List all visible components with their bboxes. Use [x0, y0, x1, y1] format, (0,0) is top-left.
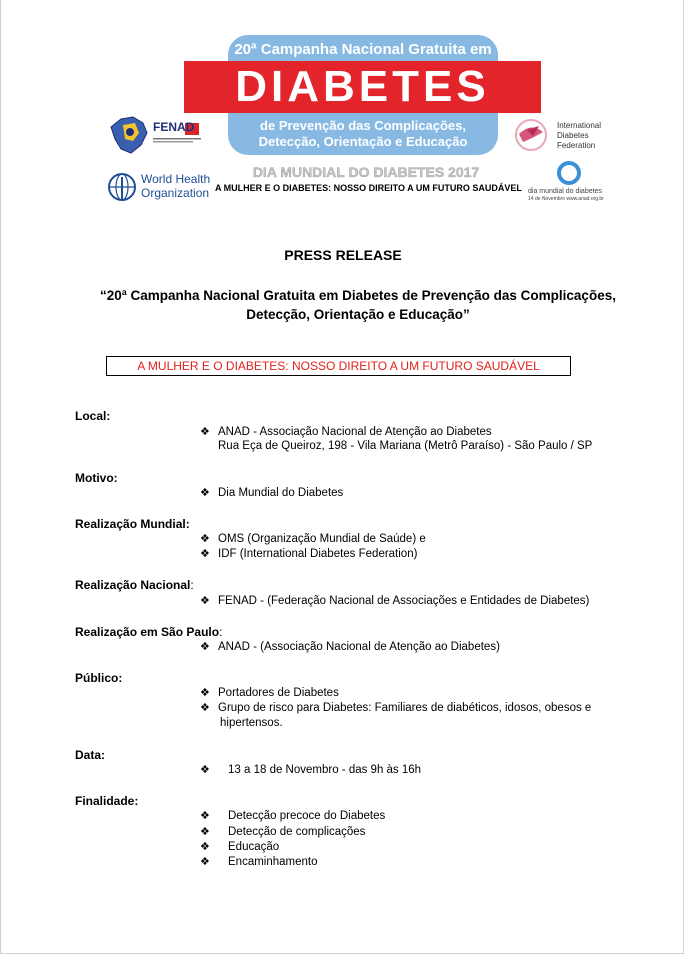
list-item: ❖ Dia Mundial do Diabetes	[200, 487, 344, 499]
who-globe-icon	[107, 172, 137, 202]
list-item: ❖ Encaminhamento	[200, 856, 318, 868]
diamond-bullet-icon: ❖	[200, 826, 210, 838]
diamond-bullet-icon: ❖	[200, 641, 210, 653]
list-item: ❖ Grupo de risco para Diabetes: Familiares de diabéticos, idosos, obesos e	[200, 702, 592, 714]
section-label-sao-paulo: Realização em São Paulo:	[75, 625, 223, 639]
list-item: ❖ OMS (Organização Mundial de Saúde) e	[200, 533, 426, 545]
list-item: ❖ Portadores de Diabetes	[200, 687, 339, 699]
list-item: ❖ ANAD - (Associação Nacional de Atenção ao Diabetes)	[200, 641, 500, 653]
diamond-bullet-icon: ❖	[200, 702, 210, 714]
fenad-tagline-graphic	[153, 137, 203, 144]
list-item: ❖ FENAD - (Federação Nacional de Associações e Entidades de Diabetes)	[200, 595, 590, 607]
list-item-continuation: hipertensos.	[220, 717, 283, 729]
campaign-subtitle-line-1: de Prevenção das Complicações,	[260, 118, 466, 133]
press-release-heading: PRESS RELEASE	[284, 247, 402, 263]
section-label-publico: Público:	[75, 671, 123, 685]
blue-circle-icon	[556, 160, 582, 186]
diamond-bullet-icon: ❖	[200, 856, 210, 868]
diamond-bullet-icon: ❖	[200, 595, 210, 607]
section-label-finalidade: Finalidade:	[75, 794, 139, 808]
list-item: ❖ 13 a 18 de Novembro - das 9h às 16h	[200, 764, 422, 776]
diabetes-title: DIABETES	[235, 62, 490, 111]
list-item: ❖ Educação	[200, 841, 280, 853]
diamond-bullet-icon: ❖	[200, 687, 210, 699]
section-label-local: Local:	[75, 409, 111, 423]
diamond-bullet-icon: ❖	[200, 841, 210, 853]
diamond-bullet-icon: ❖	[200, 548, 210, 560]
section-label-data: Data:	[75, 748, 106, 762]
diamond-bullet-icon: ❖	[200, 533, 210, 545]
list-item: ❖ IDF (International Diabetes Federation)	[200, 548, 418, 560]
list-item: ❖ Detecção de complicações	[200, 826, 366, 838]
section-label-mundial: Realização Mundial:	[75, 517, 190, 531]
wdd-label: dia mundial do diabetes	[528, 188, 602, 195]
campaign-line: 20ª Campanha Nacional Gratuita em	[234, 41, 492, 58]
list-item: ❖ Detecção precoce do Diabetes	[200, 810, 386, 822]
diamond-bullet-icon: ❖	[200, 487, 210, 499]
theme-banner-text: A MULHER E O DIABETES: NOSSO DIREITO A UM FUTURO SAUDÁVEL	[215, 183, 522, 193]
idf-logo	[513, 116, 549, 154]
theme-box: A MULHER E O DIABETES: NOSSO DIREITO A UM FUTURO SAUDÁVEL	[106, 356, 571, 376]
diamond-bullet-icon: ❖	[200, 810, 210, 822]
campaign-subtitle	[228, 118, 498, 150]
section-label-motivo: Motivo:	[75, 471, 118, 485]
list-item: ❖ ANAD - Associação Nacional de Atenção ao Diabetes	[200, 426, 492, 438]
idf-label: International Diabetes Federation	[557, 121, 602, 150]
campaign-title: “20ª Campanha Nacional Gratuita em Diabetes de Prevenção das Complicações, Detecção, Orientação e Educação”	[100, 288, 616, 322]
list-item-continuation: Rua Eça de Queiroz, 198 - Vila Mariana (Metrô Paraíso) - São Paulo / SP	[218, 440, 593, 452]
diamond-bullet-icon: ❖	[200, 764, 210, 776]
campaign-subtitle-line-2: Detecção, Orientação e Educação	[258, 134, 468, 149]
wdd-date-label: 14 de Novembro www.anad.org.br	[528, 196, 604, 202]
who-label: World Health Organization	[141, 172, 211, 200]
dia-mundial-title: DIA MUNDIAL DO DIABETES 2017	[252, 164, 480, 180]
section-label-nacional: Realização Nacional:	[75, 578, 194, 592]
diamond-bullet-icon: ❖	[200, 426, 210, 438]
fenad-label: FENAD	[153, 120, 195, 134]
